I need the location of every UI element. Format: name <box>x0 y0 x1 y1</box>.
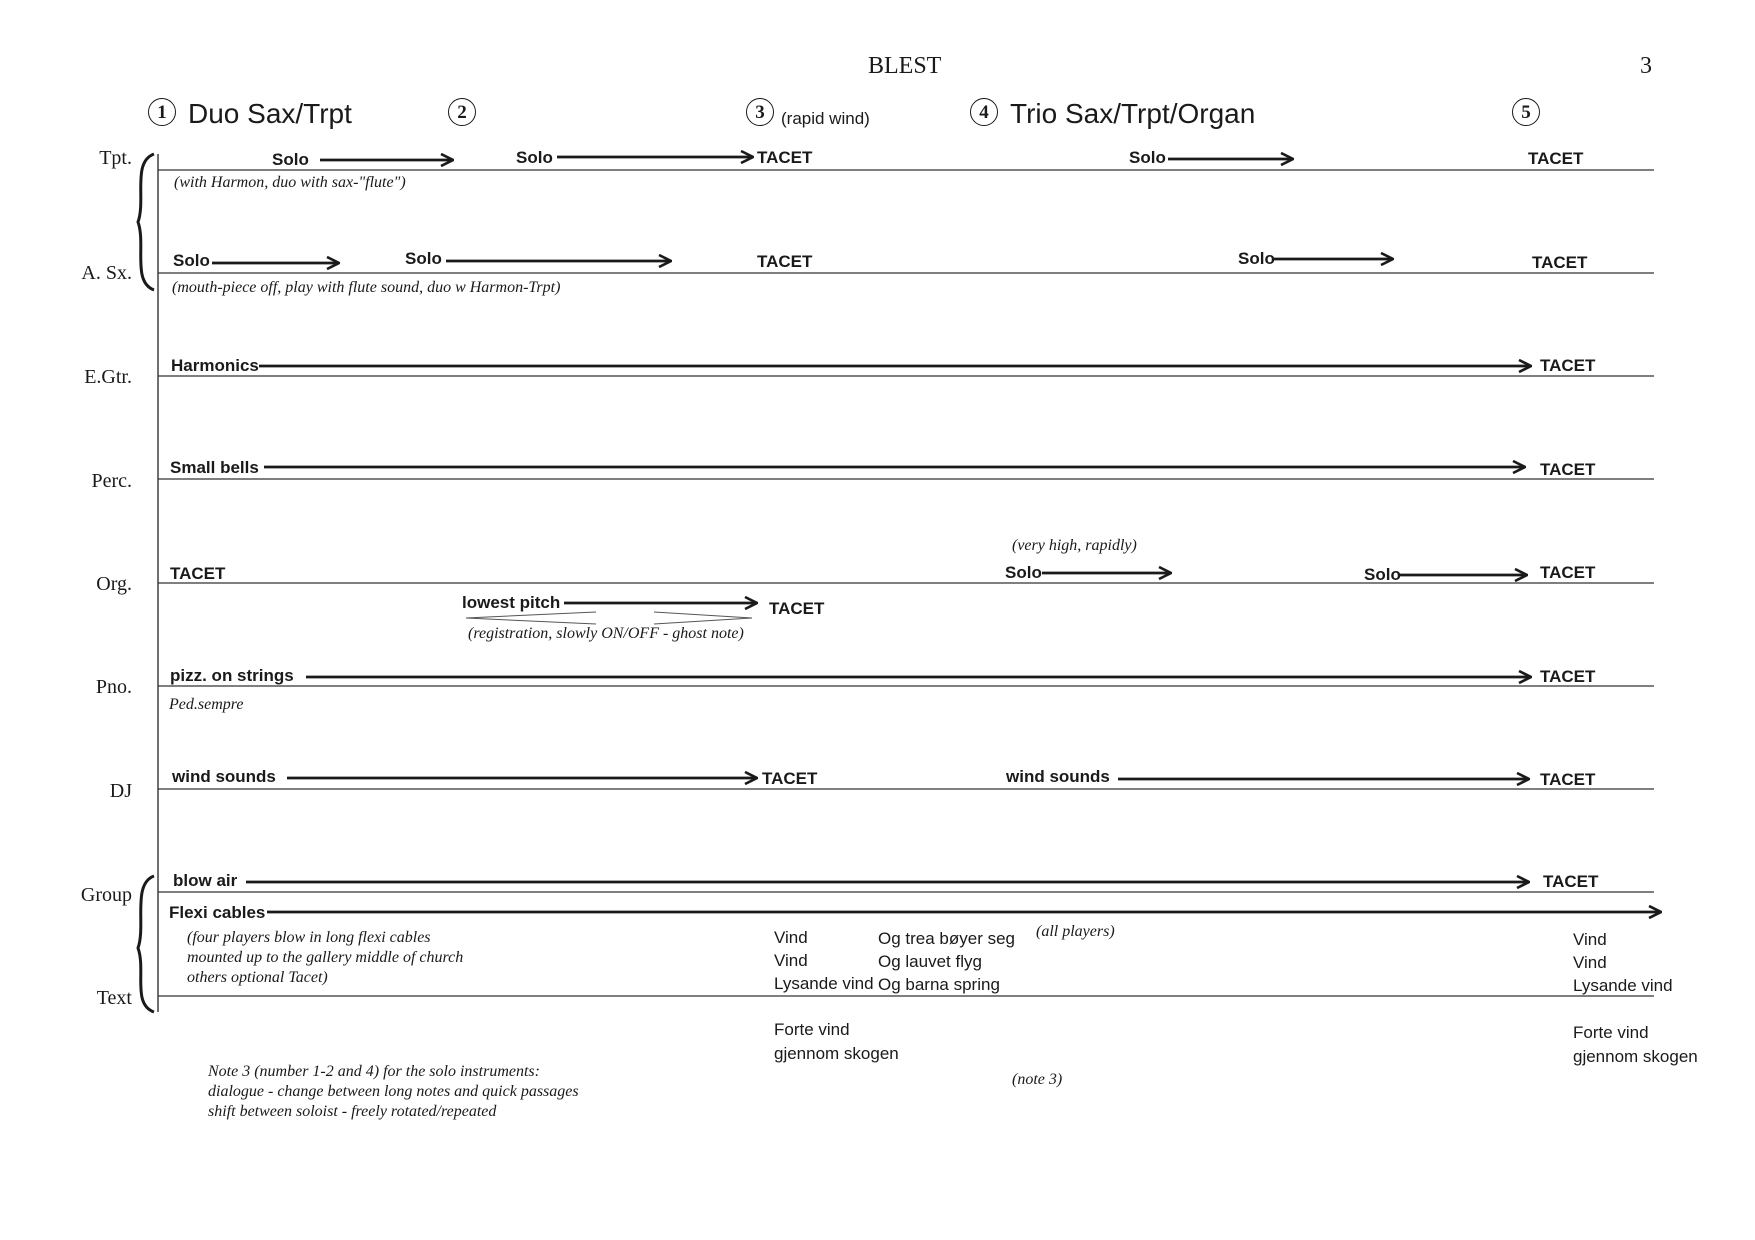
cue-org-lowest-pitch: lowest pitch <box>462 593 561 612</box>
cue-group-flexi: Flexi cables <box>169 903 266 922</box>
page-number: 3 <box>1640 53 1652 79</box>
cue-org-tacet-1: TACET <box>170 564 226 583</box>
cue-dj-tacet-1: TACET <box>762 769 818 788</box>
lyric-col2-line-3: Og barna spring <box>878 975 1000 994</box>
cue-dj-tacet-2: TACET <box>1540 770 1596 789</box>
note-3-reference: (note 3) <box>1012 1071 1063 1088</box>
lyric-below1-line-2: gjennom skogen <box>774 1044 899 1063</box>
instrument-label-text: Text <box>96 987 132 1009</box>
cue-dj-wind-2: wind sounds <box>1006 767 1110 786</box>
cue-asx-solo-2: Solo <box>405 249 442 268</box>
instrument-label-perc: Perc. <box>91 470 132 492</box>
cue-asx-tacet-1: TACET <box>757 252 813 271</box>
footnote-line-1: Note 3 (number 1-2 and 4) for the solo instruments: <box>208 1063 540 1080</box>
cue-pno-tacet: TACET <box>1540 667 1596 686</box>
cue-tpt-tacet-1: TACET <box>757 148 813 167</box>
brace-tpt-asx <box>138 154 154 290</box>
rehearsal-mark-2: 2 <box>448 98 476 126</box>
cue-tpt-solo-3: Solo <box>1129 148 1166 167</box>
cue-pno-pizz: pizz. on strings <box>170 666 294 685</box>
rehearsal-label-4: Trio Sax/Trpt/Organ <box>1010 98 1256 129</box>
hairpin-crescendo <box>466 612 596 624</box>
cue-asx-tacet-2: TACET <box>1532 253 1588 272</box>
cue-group-blow-air: blow air <box>173 871 238 890</box>
brace-group-text <box>138 876 154 1012</box>
instrument-label-group: Group <box>80 884 132 906</box>
note-tpt: (with Harmon, duo with sax-"flute") <box>174 174 406 191</box>
instrument-label-org: Org. <box>96 573 132 595</box>
cue-org-tacet-2: TACET <box>1540 563 1596 582</box>
note-pno-ped: Ped.sempre <box>169 696 244 713</box>
cue-tpt-tacet-2: TACET <box>1528 149 1584 168</box>
note-flexi-line-2: mounted up to the gallery middle of church <box>187 949 464 966</box>
ghost-note-hairpins <box>466 612 752 624</box>
duration-arrows <box>212 157 1660 912</box>
note-org-high: (very high, rapidly) <box>1012 537 1137 554</box>
lyric-col3-line-3: Lysande vind <box>1573 976 1673 995</box>
cue-perc-tacet: TACET <box>1540 460 1596 479</box>
note-flexi-line-1: (four players blow in long flexi cables <box>187 929 431 946</box>
lyric-col1-line-2: Vind <box>774 951 808 970</box>
cue-asx-solo-3: Solo <box>1238 249 1275 268</box>
lyric-below1-line-1: Forte vind <box>774 1020 850 1039</box>
rehearsal-mark-5: 5 <box>1512 98 1540 126</box>
cue-asx-solo-1: Solo <box>173 251 210 270</box>
rehearsal-mark-3: 3 <box>746 98 774 126</box>
cue-tpt-solo-1: Solo <box>272 150 309 169</box>
cue-perc-bells: Small bells <box>170 458 259 477</box>
footnote-line-2: dialogue - change between long notes and quick passages <box>208 1083 579 1100</box>
instrument-label-asx: A. Sx. <box>81 262 132 284</box>
instrument-label-egtr: E.Gtr. <box>84 366 132 388</box>
cue-org-solo-1: Solo <box>1005 563 1042 582</box>
lyric-col2-line-1: Og trea bøyer seg <box>878 929 1016 948</box>
page-title: BLEST <box>868 53 942 79</box>
instrument-label-dj: DJ <box>109 780 132 802</box>
footnote-line-3: shift between soloist - freely rotated/repeated <box>208 1103 497 1120</box>
lyric-col3-line-1: Vind <box>1573 930 1607 949</box>
cue-egtr-harmonics: Harmonics <box>171 356 259 375</box>
rehearsal-label-1: Duo Sax/Trpt <box>188 98 352 129</box>
cue-egtr-tacet: TACET <box>1540 356 1596 375</box>
hairpin-decrescendo <box>654 612 752 624</box>
cue-dj-wind-1: wind sounds <box>172 767 276 786</box>
lyric-col2-line-2: Og lauvet flyg <box>878 952 982 971</box>
cue-org-tacet-3: TACET <box>769 599 825 618</box>
cue-org-solo-2: Solo <box>1364 565 1401 584</box>
lyric-below2-line-2: gjennom skogen <box>1573 1047 1698 1066</box>
lyric-col1-line-3: Lysande vind <box>774 974 874 993</box>
instrument-label-tpt: Tpt. <box>99 147 132 169</box>
note-org-registration: (registration, slowly ON/OFF - ghost note) <box>468 625 744 642</box>
lyric-col1-line-1: Vind <box>774 928 808 947</box>
note-flexi-line-3: others optional Tacet) <box>187 969 328 986</box>
instrument-label-pno: Pno. <box>95 676 132 698</box>
cue-tpt-solo-2: Solo <box>516 148 553 167</box>
rehearsal-mark-4: 4 <box>970 98 998 126</box>
rehearsal-mark-1: 1 <box>148 98 176 126</box>
note-asx: (mouth-piece off, play with flute sound, duo w Harmon-Trpt) <box>172 279 561 296</box>
lyric-below2-line-1: Forte vind <box>1573 1023 1649 1042</box>
lyric-col3-line-2: Vind <box>1573 953 1607 972</box>
rehearsal-label-3: (rapid wind) <box>781 109 870 128</box>
cue-group-tacet: TACET <box>1543 872 1599 891</box>
note-all-players: (all players) <box>1036 923 1115 940</box>
